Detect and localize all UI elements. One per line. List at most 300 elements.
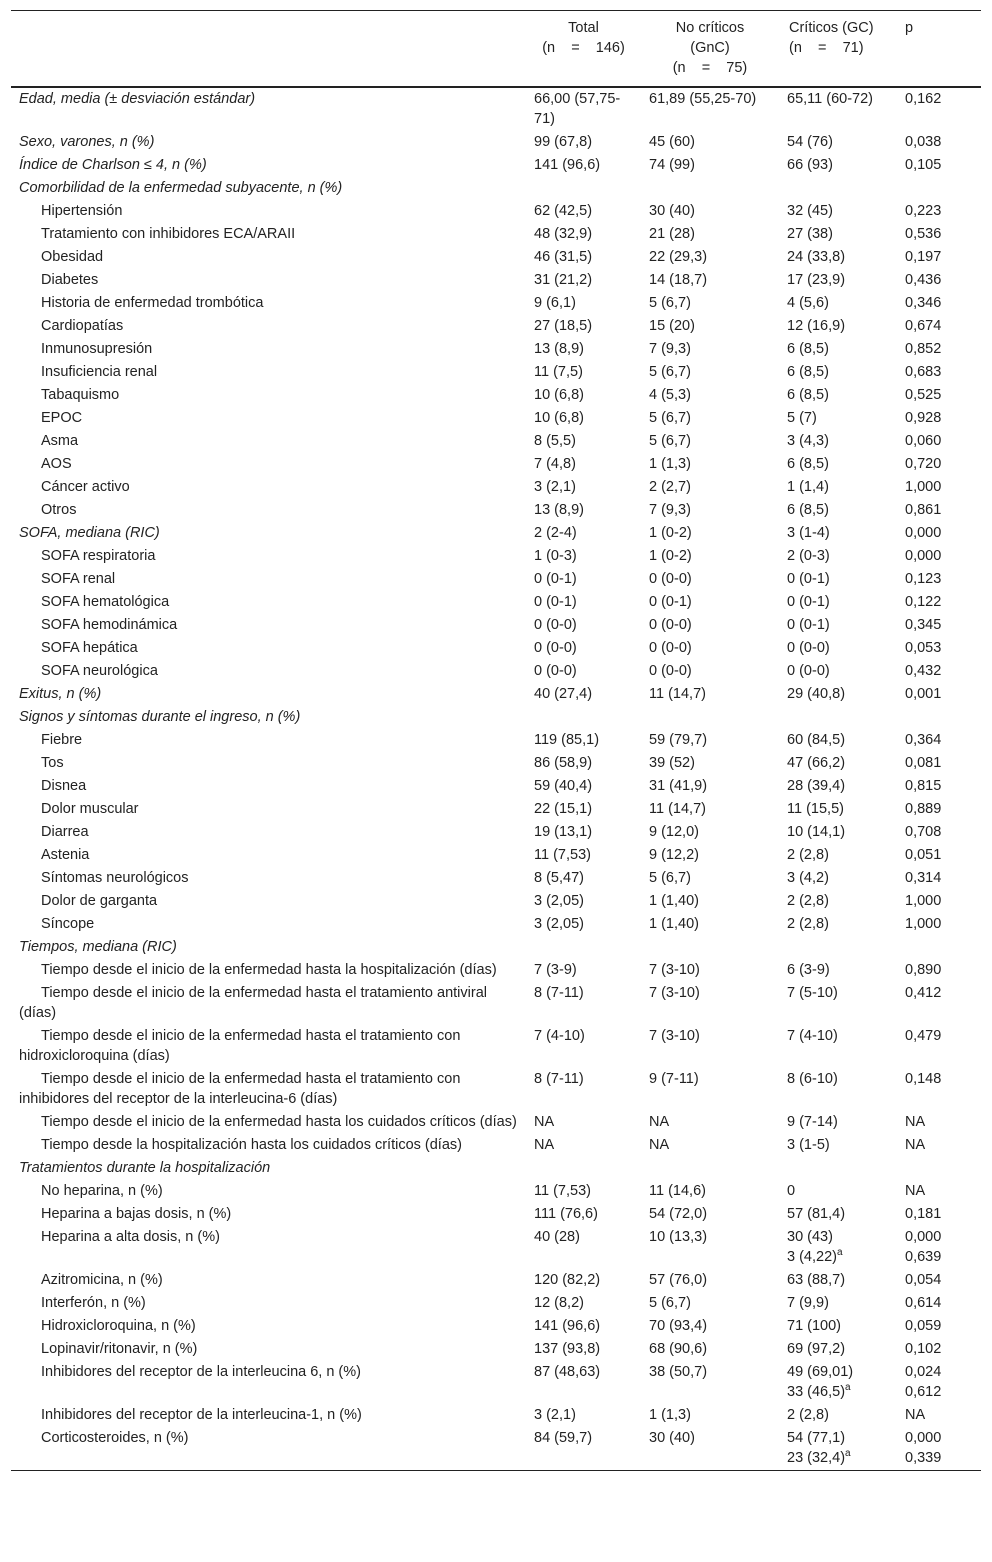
table-header-row — [11, 11, 981, 88]
cell-total — [526, 545, 641, 568]
cell-crit — [779, 87, 897, 131]
table-row — [11, 614, 981, 637]
cell-total-value: 10 (6,8) — [534, 387, 584, 403]
cell-p-value: 0,815 — [905, 778, 942, 794]
cell-crit-value: 0 (0-1) — [787, 594, 830, 610]
cell-crit — [779, 729, 897, 752]
cell-p-value: 0,053 — [905, 640, 942, 656]
table-row — [11, 844, 981, 867]
cell-total-value: 46 (31,5) — [534, 249, 593, 265]
cell-crit-adjusted-value: 33 (46,5) — [787, 1384, 846, 1400]
cell-crit — [779, 1134, 897, 1157]
cell-noncrit — [641, 315, 779, 338]
cell-noncrit — [641, 637, 779, 660]
row-label: SOFA hepática — [41, 640, 138, 656]
cell-crit — [779, 1068, 897, 1111]
cell-p — [897, 1404, 981, 1427]
cell-crit — [779, 269, 897, 292]
cell-noncrit-value: 38 (50,7) — [649, 1364, 708, 1380]
cell-noncrit — [641, 246, 779, 269]
cell-p — [897, 315, 981, 338]
cell-crit-value: 3 (1-5) — [787, 1137, 830, 1153]
cell-noncrit — [641, 798, 779, 821]
cell-p — [897, 706, 981, 729]
cell-crit — [779, 177, 897, 200]
row-label: Diarrea — [41, 824, 89, 840]
cell-p — [897, 637, 981, 660]
table-row — [11, 154, 981, 177]
cell-crit-value: 28 (39,4) — [787, 778, 846, 794]
cell-noncrit — [641, 752, 779, 775]
table-row — [11, 890, 981, 913]
cell-crit-value: 57 (81,4) — [787, 1206, 846, 1222]
cell-crit-adjusted — [787, 1382, 893, 1402]
cell-noncrit — [641, 87, 779, 131]
cell-p-value: 0,345 — [905, 617, 942, 633]
cell-noncrit — [641, 729, 779, 752]
row-label: Edad, media (± desviación estándar) — [19, 91, 256, 107]
cell-crit — [779, 545, 897, 568]
cell-p-value: 0,889 — [905, 801, 942, 817]
cell-crit — [779, 1180, 897, 1203]
cell-noncrit — [641, 844, 779, 867]
cell-total-value: 11 (7,53) — [534, 847, 591, 863]
table-row — [11, 821, 981, 844]
row-label: Astenia — [41, 847, 90, 863]
table-row — [11, 936, 981, 959]
cell-p — [897, 591, 981, 614]
cell-crit — [779, 246, 897, 269]
cell-total — [526, 430, 641, 453]
table-row — [11, 1292, 981, 1315]
cell-total-value: 0 (0-0) — [534, 663, 577, 679]
table-row — [11, 338, 981, 361]
cell-total-value: 27 (18,5) — [534, 318, 593, 334]
cell-noncrit-value: 1 (0-2) — [649, 525, 692, 541]
table-row — [11, 200, 981, 223]
cell-total-value: 111 (76,6) — [534, 1206, 598, 1222]
cell-total-value: 0 (0-0) — [534, 617, 577, 633]
cell-crit — [779, 154, 897, 177]
cell-total — [526, 1180, 641, 1203]
row-label: Corticosteroides, n (%) — [41, 1430, 189, 1446]
cell-noncrit — [641, 1338, 779, 1361]
cell-noncrit — [641, 499, 779, 522]
cell-noncrit — [641, 545, 779, 568]
cell-total — [526, 706, 641, 729]
cell-p-value: 0,432 — [905, 663, 942, 679]
cell-crit-value: 2 (2,8) — [787, 1407, 829, 1423]
cell-total-value: NA — [534, 1114, 555, 1130]
row-label: SOFA hematológica — [41, 594, 170, 610]
row-label: Heparina a alta dosis, n (%) — [41, 1229, 220, 1245]
cell-p — [897, 476, 981, 499]
cell-p — [897, 752, 981, 775]
cell-crit-value: 17 (23,9) — [787, 272, 846, 288]
header-total-title: Total — [568, 20, 599, 36]
cell-crit-value: 0 (0-1) — [787, 617, 830, 633]
cell-p-value: 0,102 — [905, 1341, 942, 1357]
cell-crit-value: 2 (0-3) — [787, 548, 830, 564]
cell-crit — [779, 936, 897, 959]
cell-noncrit-value: 30 (40) — [649, 1430, 695, 1446]
table-row — [11, 269, 981, 292]
cell-p-adjusted: 0,339 — [905, 1450, 942, 1466]
table-row — [11, 292, 981, 315]
cell-p-value: 0,054 — [905, 1272, 942, 1288]
cell-p-value: 0,122 — [905, 594, 942, 610]
cell-total-value: 13 (8,9) — [534, 502, 584, 518]
cell-total — [526, 453, 641, 476]
cell-crit — [779, 384, 897, 407]
cell-crit-value: 32 (45) — [787, 203, 833, 219]
cell-crit-adjusted — [787, 1448, 893, 1468]
cell-p — [897, 821, 981, 844]
cell-crit-value: 7 (9,9) — [787, 1295, 829, 1311]
cell-total-value: 3 (2,1) — [534, 1407, 576, 1423]
cell-noncrit-value: 0 (0-0) — [649, 640, 692, 656]
cell-noncrit-value: 14 (18,7) — [649, 272, 708, 288]
row-label: Tiempo desde el inicio de la enfermedad hasta el tratamiento antiviral (días) — [19, 985, 487, 1021]
cell-crit-value: 2 (2,8) — [787, 847, 829, 863]
row-label: Otros — [41, 502, 77, 518]
cell-total — [526, 1404, 641, 1427]
row-label: SOFA neurológica — [41, 663, 158, 679]
cell-p-value: NA — [905, 1137, 926, 1153]
cell-crit-value: 27 (38) — [787, 226, 833, 242]
cell-noncrit-value: 10 (13,3) — [649, 1229, 708, 1245]
row-label: Sexo, varones, n (%) — [19, 134, 155, 150]
row-label: EPOC — [41, 410, 83, 426]
cell-total-value: 0 (0-1) — [534, 571, 577, 587]
cell-crit-value: 54 (76) — [787, 134, 833, 150]
header-total-n: (n = 146) — [542, 40, 625, 56]
row-label: Fiebre — [41, 732, 83, 748]
cell-crit-value: 63 (88,7) — [787, 1272, 846, 1288]
cell-crit — [779, 1157, 897, 1180]
row-label: Síntomas neurológicos — [41, 870, 189, 886]
cell-noncrit — [641, 361, 779, 384]
table-row — [11, 775, 981, 798]
cell-p — [897, 890, 981, 913]
table-row — [11, 1427, 981, 1471]
header-variable — [11, 11, 526, 88]
cell-crit-value: 6 (3-9) — [787, 962, 830, 978]
cell-noncrit — [641, 154, 779, 177]
cell-crit — [779, 591, 897, 614]
cell-total-value: 87 (48,63) — [534, 1364, 601, 1380]
clinical-characteristics-table — [11, 10, 981, 1471]
cell-p-value: NA — [905, 1114, 926, 1130]
cell-crit — [779, 361, 897, 384]
cell-crit-value: 2 (2,8) — [787, 893, 829, 909]
cell-noncrit — [641, 1134, 779, 1157]
cell-noncrit-value: 15 (20) — [649, 318, 695, 334]
cell-total — [526, 798, 641, 821]
cell-p — [897, 729, 981, 752]
cell-total-value: 8 (7-11) — [534, 1071, 584, 1087]
cell-total — [526, 177, 641, 200]
cell-total — [526, 844, 641, 867]
table-row — [11, 1226, 981, 1269]
row-label: Disnea — [41, 778, 87, 794]
cell-p — [897, 1157, 981, 1180]
cell-p-value: 0,614 — [905, 1295, 942, 1311]
cell-noncrit — [641, 821, 779, 844]
cell-total — [526, 890, 641, 913]
cell-noncrit — [641, 476, 779, 499]
cell-crit — [779, 844, 897, 867]
cell-noncrit-value: 0 (0-0) — [649, 571, 692, 587]
row-label: Tiempo desde el inicio de la enfermedad hasta la hospitalización (días) — [41, 962, 497, 978]
row-label: Tiempo desde la hospitalización hasta los cuidados críticos (días) — [41, 1137, 462, 1153]
cell-crit-value: 6 (8,5) — [787, 456, 829, 472]
cell-noncrit-value: 0 (0-0) — [649, 617, 692, 633]
cell-crit — [779, 867, 897, 890]
cell-noncrit-value: 68 (90,6) — [649, 1341, 708, 1357]
cell-crit-value: 4 (5,6) — [787, 295, 829, 311]
cell-noncrit — [641, 913, 779, 936]
cell-noncrit-value: 1 (1,40) — [649, 916, 699, 932]
cell-noncrit-value: 39 (52) — [649, 755, 695, 771]
cell-noncrit-value: 1 (1,3) — [649, 456, 691, 472]
cell-total — [526, 499, 641, 522]
cell-crit — [779, 752, 897, 775]
row-label: Inhibidores del receptor de la interleucina-1, n (%) — [41, 1407, 362, 1423]
cell-crit-value: 6 (8,5) — [787, 364, 829, 380]
cell-noncrit-value: 9 (7-11) — [649, 1071, 699, 1087]
cell-crit — [779, 683, 897, 706]
cell-total-value: 40 (27,4) — [534, 686, 593, 702]
cell-noncrit-value: 61,89 (55,25-70) — [649, 91, 757, 107]
cell-total-value: 66,00 (57,75-71) — [534, 91, 621, 127]
row-label: Índice de Charlson ≤ 4, n (%) — [19, 157, 207, 173]
table-row — [11, 1404, 981, 1427]
row-label: SOFA renal — [41, 571, 116, 587]
cell-crit — [779, 913, 897, 936]
cell-noncrit-value: 7 (3-10) — [649, 962, 700, 978]
header-noncritical-abbr: (GnC) — [690, 40, 730, 56]
cell-crit — [779, 131, 897, 154]
cell-crit-value: 47 (66,2) — [787, 755, 846, 771]
table-row — [11, 1269, 981, 1292]
table-row — [11, 1315, 981, 1338]
cell-total — [526, 936, 641, 959]
cell-crit — [779, 315, 897, 338]
cell-noncrit-value: 9 (12,0) — [649, 824, 699, 840]
cell-crit-value: 49 (69,01) — [787, 1364, 854, 1380]
cell-p-value: 1,000 — [905, 916, 942, 932]
cell-crit — [779, 1404, 897, 1427]
cell-noncrit — [641, 430, 779, 453]
cell-p — [897, 453, 981, 476]
row-label: Tabaquismo — [41, 387, 120, 403]
cell-total-value: 8 (7-11) — [534, 985, 584, 1001]
cell-crit — [779, 430, 897, 453]
row-label: Exitus, n (%) — [19, 686, 102, 702]
cell-p — [897, 844, 981, 867]
cell-crit-value: 12 (16,9) — [787, 318, 846, 334]
cell-total-value: 11 (7,5) — [534, 364, 583, 380]
cell-total — [526, 1292, 641, 1315]
cell-total-value: 48 (32,9) — [534, 226, 593, 242]
cell-total-value: 62 (42,5) — [534, 203, 593, 219]
table-row — [11, 1068, 981, 1111]
table-row — [11, 798, 981, 821]
cell-crit-value: 10 (14,1) — [787, 824, 846, 840]
cell-crit — [779, 1292, 897, 1315]
cell-total — [526, 729, 641, 752]
cell-total — [526, 315, 641, 338]
row-label: Historia de enfermedad trombótica — [41, 295, 264, 311]
row-label: AOS — [41, 456, 72, 472]
row-label: Heparina a bajas dosis, n (%) — [41, 1206, 232, 1222]
cell-p — [897, 384, 981, 407]
table-row — [11, 1134, 981, 1157]
cell-total-value: 86 (58,9) — [534, 755, 593, 771]
cell-noncrit — [641, 867, 779, 890]
table-row — [11, 913, 981, 936]
cell-p — [897, 545, 981, 568]
cell-total — [526, 568, 641, 591]
cell-total-value: 40 (28) — [534, 1229, 580, 1245]
table-row — [11, 384, 981, 407]
cell-p — [897, 614, 981, 637]
cell-p-value: 1,000 — [905, 893, 942, 909]
cell-p-value: 0,051 — [905, 847, 942, 863]
row-label: Inhibidores del receptor de la interleucina 6, n (%) — [41, 1364, 361, 1380]
table-row — [11, 1025, 981, 1068]
cell-crit-value: 3 (1-4) — [787, 525, 830, 541]
cell-total — [526, 200, 641, 223]
cell-noncrit — [641, 1315, 779, 1338]
cell-p — [897, 1068, 981, 1111]
cell-total — [526, 1068, 641, 1111]
header-noncritical-title: No críticos — [675, 20, 745, 36]
row-label: Tratamiento con inhibidores ECA/ARAII — [41, 226, 296, 242]
cell-p — [897, 430, 981, 453]
cell-noncrit-value: 7 (9,3) — [649, 341, 691, 357]
cell-crit — [779, 798, 897, 821]
cell-total — [526, 660, 641, 683]
cell-noncrit — [641, 453, 779, 476]
cell-noncrit — [641, 936, 779, 959]
cell-total-value: 141 (96,6) — [534, 1318, 601, 1334]
cell-crit-value: 60 (84,5) — [787, 732, 846, 748]
cell-noncrit-value: NA — [649, 1114, 670, 1130]
cell-total-value: 84 (59,7) — [534, 1430, 593, 1446]
cell-p-adjusted: 0,639 — [905, 1249, 942, 1265]
cell-p-value: 0,720 — [905, 456, 942, 472]
cell-noncrit-value: 31 (41,9) — [649, 778, 708, 794]
row-label: Inmunosupresión — [41, 341, 153, 357]
table-row — [11, 982, 981, 1025]
cell-total — [526, 1111, 641, 1134]
cell-total — [526, 982, 641, 1025]
cell-crit-adjusted-value: 3 (4,22) — [787, 1249, 837, 1265]
cell-noncrit — [641, 384, 779, 407]
cell-noncrit — [641, 223, 779, 246]
cell-crit-value: 3 (4,3) — [787, 433, 829, 449]
cell-p — [897, 87, 981, 131]
cell-noncrit-value: 21 (28) — [649, 226, 695, 242]
cell-total — [526, 959, 641, 982]
cell-crit — [779, 292, 897, 315]
cell-crit-value: 65,11 (60-72) — [787, 91, 873, 107]
cell-noncrit — [641, 1025, 779, 1068]
cell-total — [526, 1157, 641, 1180]
cell-p — [897, 177, 981, 200]
cell-total-value: 13 (8,9) — [534, 341, 584, 357]
row-label: Tiempo desde el inicio de la enfermedad hasta el tratamiento con hidroxicloroquina (días) — [19, 1028, 461, 1064]
cell-p-value: 0,024 — [905, 1364, 942, 1380]
cell-total-value: 31 (21,2) — [534, 272, 593, 288]
cell-crit-value: 8 (6-10) — [787, 1071, 838, 1087]
cell-crit — [779, 660, 897, 683]
header-critical-n: (n = 71) — [789, 40, 864, 56]
row-label: Hipertensión — [41, 203, 123, 219]
cell-crit — [779, 1361, 897, 1404]
cell-total-value: 10 (6,8) — [534, 410, 584, 426]
cell-p-value: NA — [905, 1183, 926, 1199]
cell-noncrit — [641, 522, 779, 545]
cell-noncrit — [641, 200, 779, 223]
cell-crit-value: 0 (0-0) — [787, 663, 830, 679]
cell-noncrit-value: 0 (0-0) — [649, 663, 692, 679]
table-row — [11, 706, 981, 729]
cell-noncrit — [641, 1361, 779, 1404]
cell-p-value: 0,060 — [905, 433, 942, 449]
cell-p-value: 0,479 — [905, 1028, 942, 1044]
cell-noncrit-value: 9 (12,2) — [649, 847, 699, 863]
table-row — [11, 315, 981, 338]
cell-crit-value: 0 (0-0) — [787, 640, 830, 656]
cell-noncrit — [641, 1269, 779, 1292]
cell-noncrit-value: 2 (2,7) — [649, 479, 691, 495]
table-row — [11, 453, 981, 476]
cell-p — [897, 1427, 981, 1471]
cell-crit-value: 11 (15,5) — [787, 801, 844, 817]
cell-noncrit — [641, 1203, 779, 1226]
table-row — [11, 131, 981, 154]
cell-p — [897, 775, 981, 798]
cell-p-value: 0,000 — [905, 1430, 942, 1446]
cell-noncrit-value: 45 (60) — [649, 134, 695, 150]
cell-total — [526, 775, 641, 798]
cell-noncrit — [641, 1226, 779, 1269]
cell-crit — [779, 1226, 897, 1269]
cell-p — [897, 200, 981, 223]
cell-crit-value: 2 (2,8) — [787, 916, 829, 932]
cell-crit — [779, 890, 897, 913]
cell-crit-value: 9 (7-14) — [787, 1114, 838, 1130]
cell-p — [897, 154, 981, 177]
row-label: Tos — [41, 755, 64, 771]
table-row — [11, 499, 981, 522]
cell-noncrit-value: 5 (6,7) — [649, 295, 691, 311]
cell-noncrit — [641, 1111, 779, 1134]
footnote-marker: a — [845, 1382, 851, 1394]
cell-total — [526, 752, 641, 775]
cell-crit-value: 6 (8,5) — [787, 387, 829, 403]
cell-crit-value: 7 (4-10) — [787, 1028, 838, 1044]
cell-total-value: 99 (67,8) — [534, 134, 593, 150]
cell-total — [526, 867, 641, 890]
cell-p-value: 1,000 — [905, 479, 942, 495]
table-row — [11, 660, 981, 683]
cell-p — [897, 1269, 981, 1292]
cell-total-value: 59 (40,4) — [534, 778, 593, 794]
